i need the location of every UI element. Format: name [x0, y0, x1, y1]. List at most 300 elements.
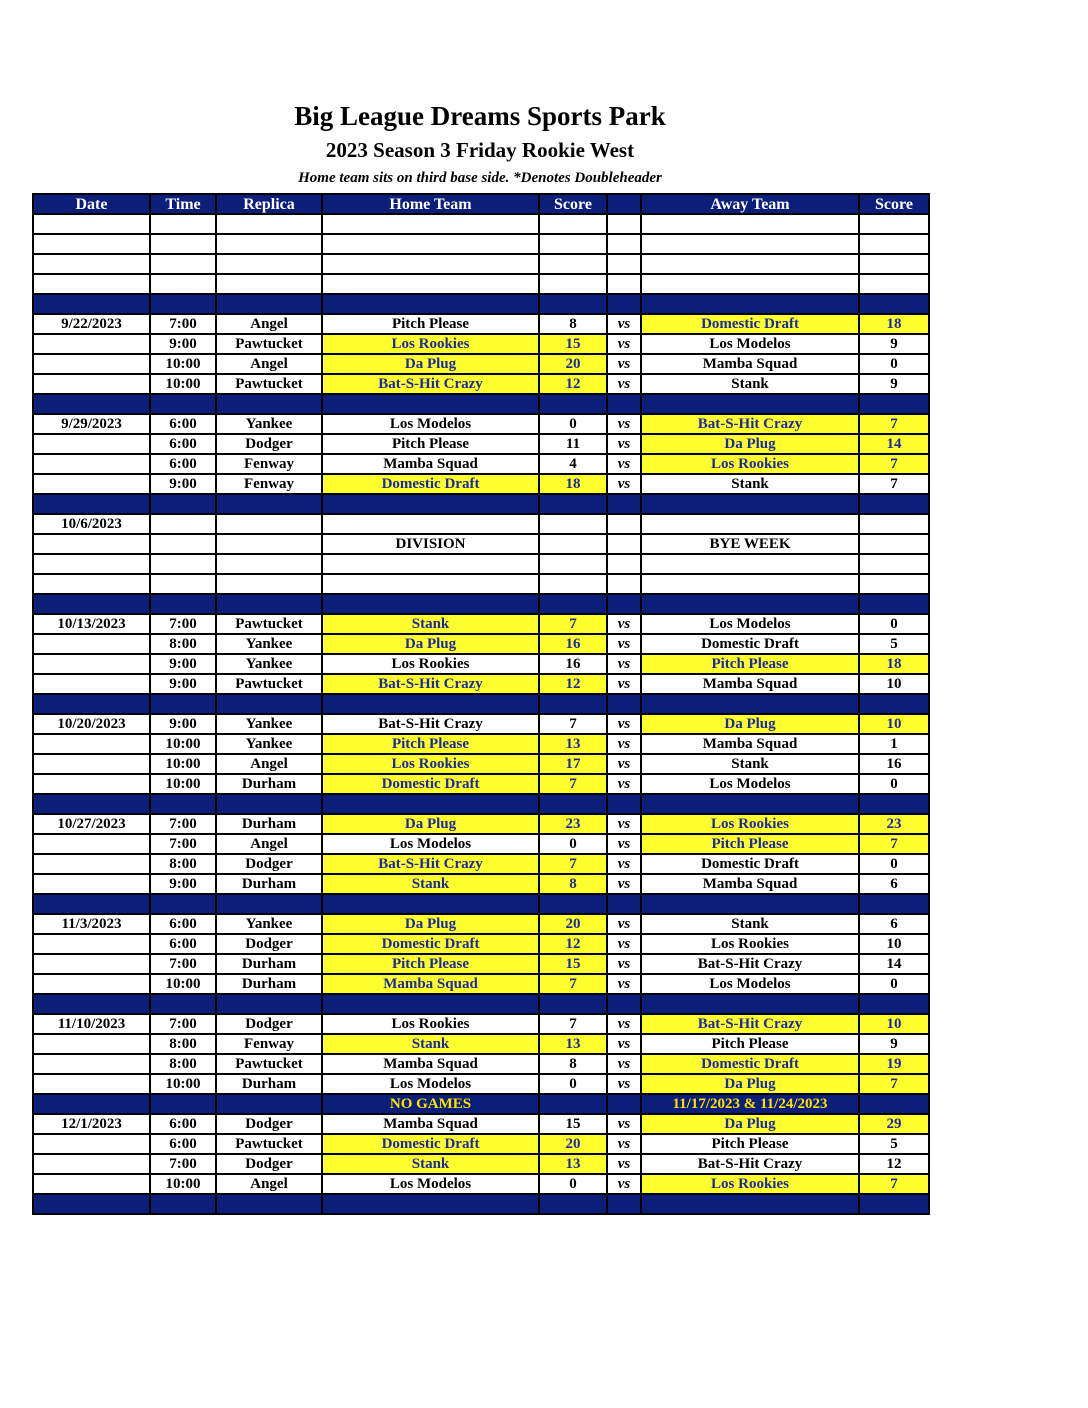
replica-cell: Angel [216, 834, 322, 854]
vs-cell [607, 274, 641, 294]
away-score-cell: 9 [859, 334, 929, 354]
date-cell: 10/20/2023 [33, 714, 150, 734]
away-team-cell: Los Modelos [641, 334, 859, 354]
away-team-cell: Pitch Please [641, 1134, 859, 1154]
away-score-cell: 5 [859, 634, 929, 654]
vs-cell: vs [607, 814, 641, 834]
date-cell [33, 1034, 150, 1054]
vs-cell: vs [607, 314, 641, 334]
home-score-cell [539, 534, 607, 554]
empty-cell [859, 1094, 929, 1114]
home-team-cell: Da Plug [322, 634, 539, 654]
home-score-cell: 23 [539, 814, 607, 834]
vs-cell: vs [607, 1014, 641, 1034]
home-team-cell: Mamba Squad [322, 1054, 539, 1074]
away-score-cell [859, 494, 929, 514]
vs-cell [607, 254, 641, 274]
blank-row [33, 574, 929, 594]
date-cell [33, 274, 150, 294]
home-score-cell [539, 514, 607, 534]
home-team-cell [322, 234, 539, 254]
time-cell: 7:00 [150, 314, 216, 334]
separator-row [33, 494, 929, 514]
time-cell: 8:00 [150, 1034, 216, 1054]
home-team-cell [322, 214, 539, 234]
time-cell: 9:00 [150, 674, 216, 694]
replica-cell: Dodger [216, 854, 322, 874]
game-row [33, 1154, 929, 1174]
vs-cell: vs [607, 1034, 641, 1054]
away-team-cell: Domestic Draft [641, 854, 859, 874]
away-score-cell: 14 [859, 954, 929, 974]
home-score-cell: 15 [539, 954, 607, 974]
away-score-cell [859, 254, 929, 274]
time-cell: 10:00 [150, 354, 216, 374]
time-cell: 8:00 [150, 634, 216, 654]
date-cell [33, 694, 150, 714]
time-cell: 8:00 [150, 1054, 216, 1074]
time-cell: 8:00 [150, 854, 216, 874]
home-team-cell: Los Rookies [322, 1014, 539, 1034]
time-cell: 9:00 [150, 714, 216, 734]
time-cell: 6:00 [150, 934, 216, 954]
no-games-dates: 11/17/2023 & 11/24/2023 [641, 1094, 859, 1114]
replica-cell: Durham [216, 874, 322, 894]
away-score-cell [859, 994, 929, 1014]
date-cell [33, 494, 150, 514]
vs-cell: vs [607, 854, 641, 874]
home-score-cell [539, 1194, 607, 1214]
home-score-cell: 4 [539, 454, 607, 474]
home-team-cell: DIVISION [322, 534, 539, 554]
away-score-cell [859, 214, 929, 234]
home-team-cell: Bat-S-Hit Crazy [322, 674, 539, 694]
replica-cell: Dodger [216, 434, 322, 454]
vs-cell [607, 534, 641, 554]
replica-cell: Yankee [216, 634, 322, 654]
away-team-cell [641, 594, 859, 614]
home-team-cell: Mamba Squad [322, 974, 539, 994]
time-cell [150, 894, 216, 914]
vs-cell: vs [607, 954, 641, 974]
away-score-cell [859, 234, 929, 254]
game-row [33, 934, 929, 954]
away-team-cell: Domestic Draft [641, 314, 859, 334]
replica-cell [216, 894, 322, 914]
date-cell: 11/10/2023 [33, 1014, 150, 1034]
replica-cell [216, 234, 322, 254]
time-cell: 9:00 [150, 334, 216, 354]
time-cell: 7:00 [150, 1154, 216, 1174]
replica-cell: Pawtucket [216, 674, 322, 694]
replica-cell: Angel [216, 314, 322, 334]
replica-cell: Durham [216, 954, 322, 974]
away-team-cell: Stank [641, 914, 859, 934]
home-team-cell [322, 294, 539, 314]
vs-cell [607, 214, 641, 234]
time-cell: 6:00 [150, 454, 216, 474]
home-score-cell: 7 [539, 714, 607, 734]
away-team-cell [641, 234, 859, 254]
home-score-cell [539, 214, 607, 234]
home-score-cell: 20 [539, 1134, 607, 1154]
away-score-cell: 10 [859, 674, 929, 694]
away-score-cell: 9 [859, 374, 929, 394]
away-score-cell [859, 1194, 929, 1214]
no-games-row [33, 1094, 929, 1114]
away-team-cell [641, 574, 859, 594]
page-subtitle: 2023 Season 3 Friday Rookie West [325, 138, 635, 162]
game-row [33, 1074, 929, 1094]
vs-cell: vs [607, 654, 641, 674]
replica-cell: Dodger [216, 1014, 322, 1034]
home-score-cell [539, 694, 607, 714]
col-header-home-team: Home Team [322, 194, 539, 214]
away-team-cell: Mamba Squad [641, 674, 859, 694]
game-row [33, 774, 929, 794]
vs-cell: vs [607, 414, 641, 434]
away-team-cell: Pitch Please [641, 834, 859, 854]
away-score-cell: 29 [859, 1114, 929, 1134]
away-team-cell: Mamba Squad [641, 734, 859, 754]
away-score-cell: 16 [859, 754, 929, 774]
home-team-cell [322, 394, 539, 414]
date-cell: 9/29/2023 [33, 414, 150, 434]
home-score-cell [539, 234, 607, 254]
home-score-cell [539, 274, 607, 294]
away-team-cell: Mamba Squad [641, 354, 859, 374]
date-cell [33, 934, 150, 954]
game-row [33, 1054, 929, 1074]
home-team-cell: Pitch Please [322, 434, 539, 454]
home-team-cell: Domestic Draft [322, 774, 539, 794]
replica-cell [216, 1194, 322, 1214]
date-cell: 11/3/2023 [33, 914, 150, 934]
replica-cell: Angel [216, 1174, 322, 1194]
home-team-cell [322, 554, 539, 574]
replica-cell: Fenway [216, 454, 322, 474]
replica-cell: Yankee [216, 714, 322, 734]
game-row [33, 1114, 929, 1134]
date-cell [33, 774, 150, 794]
home-team-cell [322, 994, 539, 1014]
replica-cell [216, 494, 322, 514]
home-score-cell [539, 594, 607, 614]
home-score-cell: 8 [539, 874, 607, 894]
date-cell [33, 354, 150, 374]
date-cell [33, 634, 150, 654]
date-cell [33, 574, 150, 594]
game-row [33, 534, 929, 554]
col-header-replica: Replica [216, 194, 322, 214]
game-row [33, 434, 929, 454]
home-team-cell: Da Plug [322, 354, 539, 374]
vs-cell: vs [607, 1114, 641, 1134]
away-score-cell [859, 894, 929, 914]
col-header-away-score: Score [859, 194, 929, 214]
home-score-cell: 0 [539, 1174, 607, 1194]
schedule-table [32, 193, 930, 1215]
away-team-cell [641, 214, 859, 234]
date-cell [33, 254, 150, 274]
away-team-cell [641, 994, 859, 1014]
replica-cell: Durham [216, 814, 322, 834]
time-cell [150, 594, 216, 614]
replica-cell [216, 514, 322, 534]
game-row [33, 674, 929, 694]
game-row [33, 454, 929, 474]
home-score-cell: 0 [539, 834, 607, 854]
away-team-cell: Los Rookies [641, 934, 859, 954]
home-score-cell [539, 494, 607, 514]
game-row [33, 634, 929, 654]
col-header-date: Date [33, 194, 150, 214]
home-score-cell [539, 794, 607, 814]
time-cell [150, 794, 216, 814]
away-team-cell: Da Plug [641, 714, 859, 734]
away-score-cell: 23 [859, 814, 929, 834]
home-score-cell: 0 [539, 1074, 607, 1094]
away-team-cell: Mamba Squad [641, 874, 859, 894]
separator-row [33, 1194, 929, 1214]
replica-cell [216, 574, 322, 594]
away-score-cell [859, 534, 929, 554]
home-score-cell: 11 [539, 434, 607, 454]
time-cell: 6:00 [150, 914, 216, 934]
away-score-cell [859, 554, 929, 574]
away-score-cell [859, 694, 929, 714]
away-team-cell: Stank [641, 374, 859, 394]
home-score-cell: 15 [539, 334, 607, 354]
vs-cell [607, 234, 641, 254]
home-team-cell [322, 254, 539, 274]
replica-cell [216, 214, 322, 234]
home-team-cell: Los Modelos [322, 1074, 539, 1094]
separator-row [33, 794, 929, 814]
away-team-cell [641, 494, 859, 514]
away-score-cell: 7 [859, 1074, 929, 1094]
home-score-cell [539, 294, 607, 314]
home-team-cell: Domestic Draft [322, 474, 539, 494]
replica-cell: Fenway [216, 474, 322, 494]
away-score-cell [859, 794, 929, 814]
blank-row [33, 274, 929, 294]
game-row [33, 734, 929, 754]
away-team-cell [641, 394, 859, 414]
game-row [33, 1034, 929, 1054]
away-score-cell: 7 [859, 454, 929, 474]
time-cell: 10:00 [150, 774, 216, 794]
away-score-cell: 10 [859, 1014, 929, 1034]
vs-cell [607, 694, 641, 714]
away-score-cell: 7 [859, 414, 929, 434]
time-cell [150, 994, 216, 1014]
replica-cell: Dodger [216, 934, 322, 954]
away-score-cell: 7 [859, 1174, 929, 1194]
vs-cell [607, 574, 641, 594]
away-team-cell: Los Modelos [641, 974, 859, 994]
replica-cell: Yankee [216, 914, 322, 934]
home-team-cell: Da Plug [322, 914, 539, 934]
date-cell [33, 1174, 150, 1194]
vs-cell: vs [607, 474, 641, 494]
away-team-cell: Bat-S-Hit Crazy [641, 414, 859, 434]
home-score-cell: 7 [539, 974, 607, 994]
date-cell [33, 754, 150, 774]
home-team-cell: Mamba Squad [322, 454, 539, 474]
replica-cell: Angel [216, 354, 322, 374]
home-score-cell [539, 254, 607, 274]
away-team-cell [641, 554, 859, 574]
home-score-cell [539, 894, 607, 914]
vs-cell: vs [607, 914, 641, 934]
home-team-cell [322, 274, 539, 294]
vs-cell: vs [607, 1074, 641, 1094]
away-team-cell: Los Rookies [641, 1174, 859, 1194]
vs-cell: vs [607, 434, 641, 454]
home-team-cell: Los Modelos [322, 834, 539, 854]
away-team-cell: Stank [641, 754, 859, 774]
home-team-cell: Los Rookies [322, 654, 539, 674]
away-team-cell: Da Plug [641, 1074, 859, 1094]
away-team-cell: Da Plug [641, 1114, 859, 1134]
date-cell: 10/6/2023 [33, 514, 150, 534]
home-team-cell: Bat-S-Hit Crazy [322, 714, 539, 734]
home-team-cell: Stank [322, 614, 539, 634]
game-row [33, 814, 929, 834]
time-cell: 9:00 [150, 874, 216, 894]
home-team-cell [322, 794, 539, 814]
time-cell: 9:00 [150, 474, 216, 494]
date-cell [33, 1154, 150, 1174]
away-score-cell [859, 274, 929, 294]
away-team-cell [641, 274, 859, 294]
home-score-cell: 0 [539, 414, 607, 434]
vs-cell: vs [607, 334, 641, 354]
vs-cell: vs [607, 934, 641, 954]
schedule-note: Home team sits on third base side. *Denotes Doubleheader [298, 170, 662, 186]
away-team-cell: Los Rookies [641, 814, 859, 834]
replica-cell: Pawtucket [216, 1134, 322, 1154]
away-team-cell: Domestic Draft [641, 634, 859, 654]
home-score-cell: 12 [539, 374, 607, 394]
home-score-cell: 12 [539, 934, 607, 954]
home-team-cell: Los Rookies [322, 754, 539, 774]
home-team-cell: Los Modelos [322, 414, 539, 434]
time-cell: 7:00 [150, 954, 216, 974]
time-cell [150, 554, 216, 574]
time-cell: 7:00 [150, 1014, 216, 1034]
away-team-cell: Pitch Please [641, 1034, 859, 1054]
home-score-cell: 16 [539, 634, 607, 654]
home-team-cell [322, 514, 539, 534]
home-team-cell: Bat-S-Hit Crazy [322, 854, 539, 874]
game-row [33, 1014, 929, 1034]
vs-cell [607, 294, 641, 314]
home-team-cell: Stank [322, 874, 539, 894]
home-score-cell: 12 [539, 674, 607, 694]
replica-cell: Durham [216, 1074, 322, 1094]
away-score-cell: 10 [859, 934, 929, 954]
date-cell [33, 554, 150, 574]
away-team-cell [641, 254, 859, 274]
time-cell: 6:00 [150, 414, 216, 434]
separator-row [33, 694, 929, 714]
away-score-cell [859, 294, 929, 314]
away-team-cell: Da Plug [641, 434, 859, 454]
home-team-cell: Da Plug [322, 814, 539, 834]
away-score-cell: 0 [859, 854, 929, 874]
away-team-cell: Los Modelos [641, 614, 859, 634]
date-cell [33, 874, 150, 894]
away-team-cell: Bat-S-Hit Crazy [641, 1154, 859, 1174]
time-cell: 10:00 [150, 974, 216, 994]
separator-row [33, 994, 929, 1014]
date-cell: 10/13/2023 [33, 614, 150, 634]
home-score-cell [539, 574, 607, 594]
vs-cell [607, 594, 641, 614]
vs-cell: vs [607, 1134, 641, 1154]
replica-cell [216, 994, 322, 1014]
home-team-cell: Domestic Draft [322, 1134, 539, 1154]
home-team-cell: Los Modelos [322, 1174, 539, 1194]
home-score-cell: 18 [539, 474, 607, 494]
home-score-cell [539, 994, 607, 1014]
home-score-cell: 13 [539, 734, 607, 754]
date-cell [33, 1194, 150, 1214]
replica-cell: Yankee [216, 654, 322, 674]
home-team-cell: Pitch Please [322, 954, 539, 974]
vs-cell: vs [607, 374, 641, 394]
game-row [33, 614, 929, 634]
time-cell [150, 294, 216, 314]
game-row [33, 334, 929, 354]
game-row [33, 854, 929, 874]
replica-cell [216, 794, 322, 814]
time-cell [150, 1194, 216, 1214]
vs-cell: vs [607, 874, 641, 894]
empty-cell [33, 1094, 150, 1114]
time-cell [150, 514, 216, 534]
home-team-cell: Bat-S-Hit Crazy [322, 374, 539, 394]
date-cell [33, 674, 150, 694]
vs-cell: vs [607, 634, 641, 654]
vs-cell: vs [607, 1054, 641, 1074]
date-cell: 12/1/2023 [33, 1114, 150, 1134]
home-team-cell: Mamba Squad [322, 1114, 539, 1134]
blank-row [33, 254, 929, 274]
date-cell [33, 794, 150, 814]
no-games-label: NO GAMES [322, 1094, 539, 1114]
replica-cell: Pawtucket [216, 1054, 322, 1074]
away-team-cell [641, 514, 859, 534]
date-cell [33, 1134, 150, 1154]
away-score-cell: 0 [859, 974, 929, 994]
vs-cell [607, 1194, 641, 1214]
time-cell: 6:00 [150, 1114, 216, 1134]
date-cell [33, 334, 150, 354]
vs-cell: vs [607, 774, 641, 794]
empty-cell [539, 1094, 607, 1114]
date-cell [33, 454, 150, 474]
replica-cell: Dodger [216, 1154, 322, 1174]
home-team-cell: Los Rookies [322, 334, 539, 354]
game-row [33, 1134, 929, 1154]
separator-row [33, 594, 929, 614]
game-row [33, 314, 929, 334]
date-cell [33, 294, 150, 314]
away-team-cell: Los Modelos [641, 774, 859, 794]
